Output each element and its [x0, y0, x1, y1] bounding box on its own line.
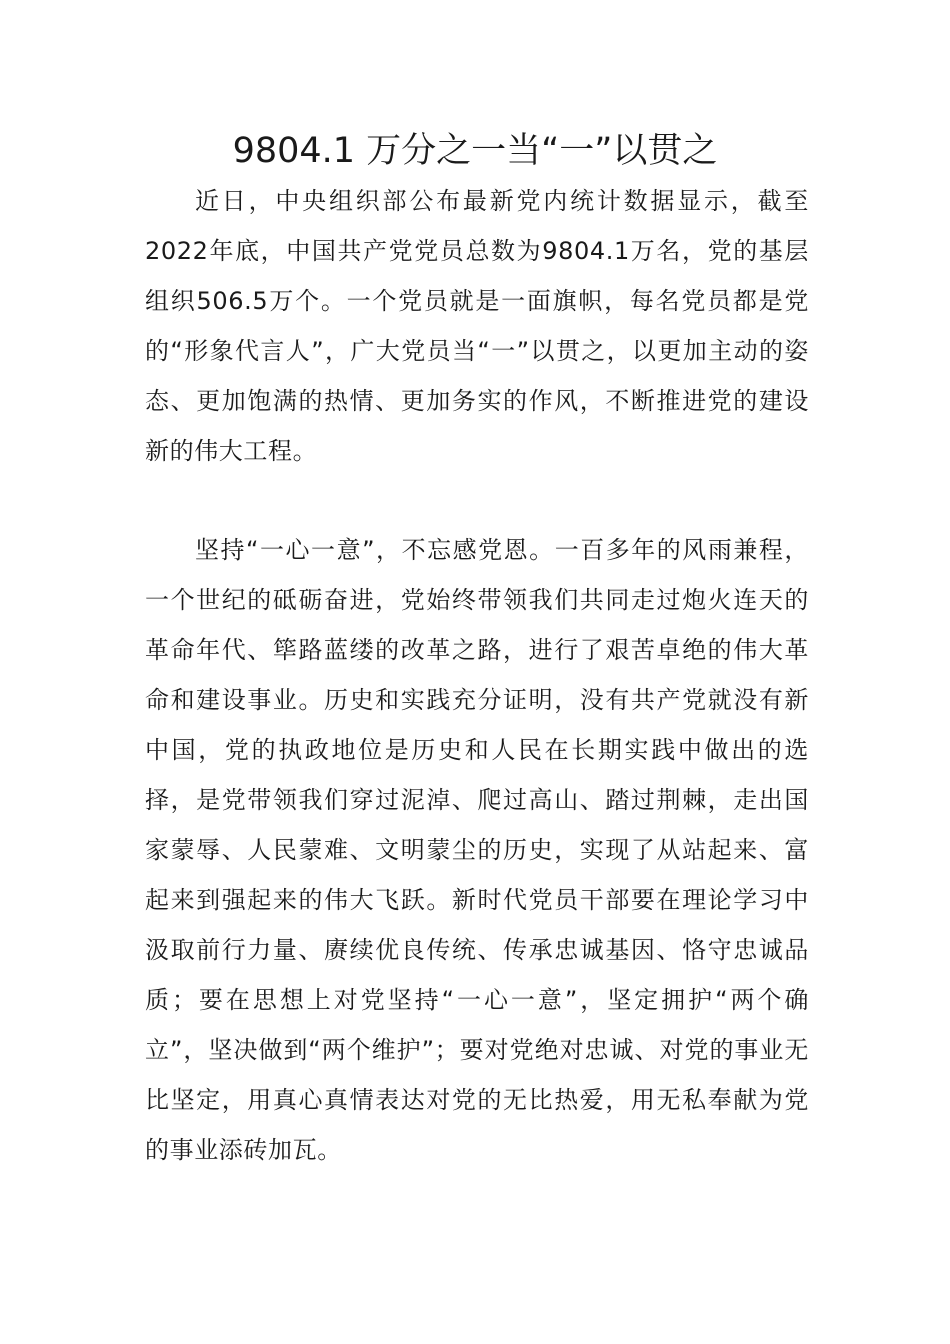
- paragraph-loyalty: 坚持“一心一意”，不忘感党恩。一百多年的风雨兼程，一个世纪的砥砺奋进，党始终带领我们共同走过炮火连天的革命年代、筚路蓝缕的改革之路，进行了艰苦卓绝的伟大革命和建设事业。历史和实践充分证明，没有共产党就没有新中国，党的执政地位是历史和人民在长期实践中做出的选择，是党带领我们穿过泥淖、爬过高山、踏过荆棘，走出国家蒙辱、人民蒙难、文明蒙尘的历史，实现了从站起来、富起来到强起来的伟大飞跃。新时代党员干部要在理论学习中汲取前行力量、赓续优良传统、传承忠诚基因、恪守忠诚品质；要在思想上对党坚持“一心一意”，坚定拥护“两个确立”，坚决做到“两个维护”；要对党绝对忠诚、对党的事业无比坚定，用真心真情表达对党的无比热爱，用无私奉献为党的事业添砖加瓦。: [145, 536, 809, 1164]
- document-title: 9804.1 万分之一当“一”以贯之: [232, 131, 718, 171]
- paragraph-intro: 近日，中央组织部公布最新党内统计数据显示，截至2022年底，中国共产党党员总数为9804.1万名，党的基层组织506.5万个。一个党员就是一面旗帜，每名党员都是党的“形象代言人”，广大党员当“一”以贯之，以更加主动的姿态、更加饱满的热情、更加务实的作风，不断推进党的建设新的伟大工程。: [145, 187, 809, 465]
